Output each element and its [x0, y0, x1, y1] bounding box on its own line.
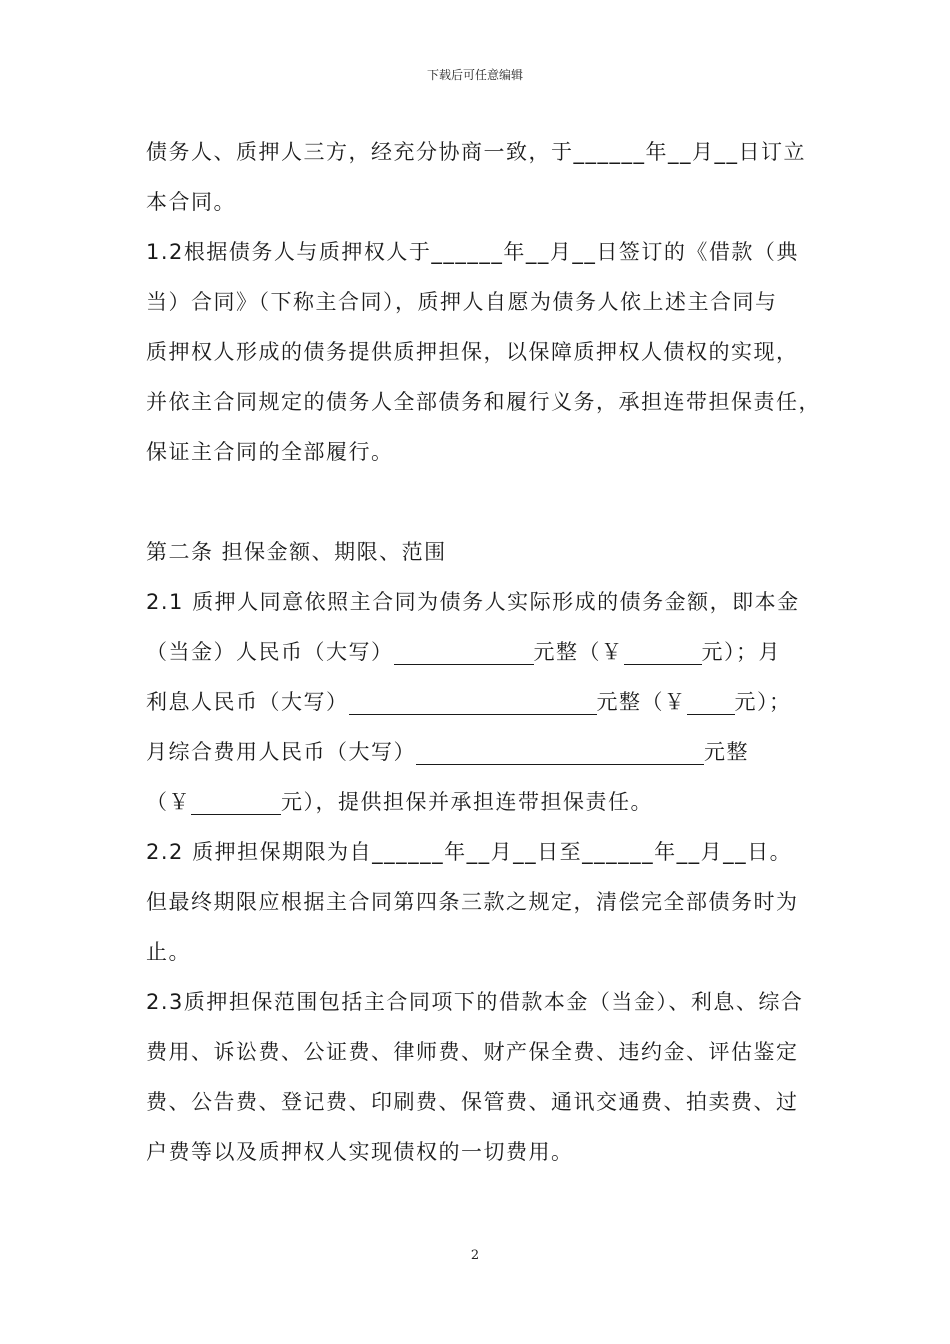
amount-label: 元整（￥ [596, 690, 687, 714]
amount-line-fees [146, 736, 749, 766]
page-number: 2 [470, 1248, 480, 1263]
amount-label: 元整（￥ [533, 640, 624, 664]
text-line: 费用、诉讼费、公证费、律师费、财产保全费、违约金、评估鉴定 [146, 1040, 799, 1064]
text-line: 并依主合同规定的债务人全部债务和履行义务，承担连带担保责任， [146, 390, 821, 414]
text-line: 户费等以及质押权人实现债权的一切费用。 [146, 1140, 574, 1164]
text-line: 2.2 质押担保期限为自______年__月__日至______年__月__日。 [146, 840, 793, 864]
amount-label: 元）；月 [701, 640, 781, 664]
text-line: 质押权人形成的债务提供质押担保，以保障质押权人债权的实现， [146, 340, 799, 364]
amount-label: 元整 [704, 740, 749, 764]
text-line: 但最终期限应根据主合同第四条三款之规定，清偿完全部债务时为 [146, 890, 799, 914]
amount-label: 元），提供担保并承担连带担保责任。 [281, 790, 653, 814]
text-line: 2.3质押担保范围包括主合同项下的借款本金（当金）、利息、综合 [146, 990, 804, 1014]
blank-underline [624, 642, 702, 665]
amount-line-interest [146, 686, 792, 716]
text-line: 当）合同》（下称主合同），质押人自愿为债务人依上述主合同与 [146, 290, 778, 314]
blank-underline [394, 642, 534, 665]
amount-label: （￥ [146, 790, 191, 814]
amount-label: （当金）人民币（大写） [146, 640, 394, 664]
amount-label: 利息人民币（大写） [146, 690, 349, 714]
blank-underline [191, 792, 281, 815]
amount-label: 元）； [734, 690, 792, 714]
page-header: 下载后可任意编辑 [426, 68, 523, 82]
amount-label: 月综合费用人民币（大写） [146, 740, 416, 764]
blank-underline [349, 692, 597, 715]
amount-line-guarantee [146, 786, 653, 816]
text-line: 保证主合同的全部履行。 [146, 440, 394, 464]
text-line: 止。 [146, 940, 191, 964]
text-line: 2.1 质押人同意依照主合同为债务人实际形成的债务金额，即本金 [146, 590, 800, 614]
text-line: 1.2根据债务人与质押权人于______年__月__日签订的《借款（典 [146, 240, 799, 264]
text-line: 本合同。 [146, 190, 236, 214]
text-line: 费、公告费、登记费、印刷费、保管费、通讯交通费、拍卖费、过 [146, 1090, 799, 1114]
blank-underline [416, 742, 704, 765]
amount-line-principal [146, 636, 781, 666]
section-heading: 第二条 担保金额、期限、范围 [146, 540, 447, 564]
blank-underline [687, 692, 735, 715]
text-line: 债务人、质押人三方，经充分协商一致，于______年__月__日订立 [146, 140, 806, 164]
